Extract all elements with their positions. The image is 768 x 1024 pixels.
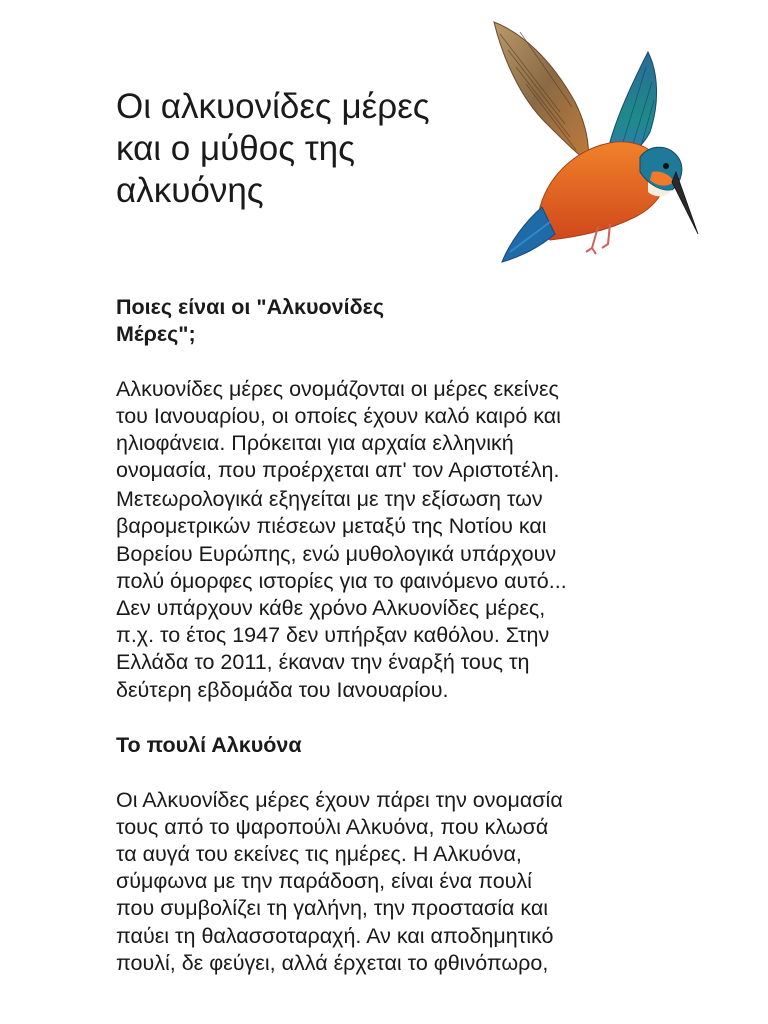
section-meteorology: [116, 459, 676, 704]
section-text: Μετεωρολογικά εξηγείται με την εξίσωση των βαρομετρικών πιέσεων μεταξύ της Νοτίου και Βορείου Ευρώπης, ενώ μυθολογικά υπάρχουν πολύ όμορφες ιστορίες για το φαινόμενο αυτό... Δεν υπάρχουν κάθε χρόνο Αλκυονίδες μέρες, π.χ. το έτος 1947 δεν υπήρξαν καθόλου. Στην Ελλάδα το 2011, έκαναν την έναρξή τους τη δεύτερη εβδομάδα του Ιανουαρίου.: [116, 487, 567, 702]
section-text: Οι Αλκυονίδες μέρες έχουν πάρει την ονομασία τους από το ψαροπούλι Αλκυόνα, που κλωσά τα αυγά του εκείνες τις ημέρες. Η Αλκυόνα, σύμφωνα με την παράδοση, είναι ένα πουλί που συμβολίζει τη γαλήνη, την προστασία και παύει τη θαλασσοταραχή. Αν και αποδημητικό πουλί, δε φεύγει, αλλά έρχεται το φθινόπωρο,: [116, 787, 563, 975]
section-heading: Ποιες είναι οι "Αλκυονίδες Μέρες";: [116, 295, 385, 347]
section-halcyon-bird: [116, 705, 676, 977]
section-heading: Το πουλί Αλκυόνα: [116, 733, 302, 758]
section-text: Αλκυονίδες μέρες ονομάζονται οι μέρες εκείνες του Ιανουαρίου, οι οποίες έχουν καλό καιρό και ηλιοφάνεια. Πρόκειται για αρχαία ελληνική ονομασία, που προέρχεται απ' τον Αριστοτέλη.: [116, 376, 561, 483]
document-title: Οι αλκυονίδες μέρες και ο μύθος της αλκυόνης: [116, 87, 430, 210]
section-what-are-halcyon-days: [116, 267, 676, 485]
kingfisher-illustration: [480, 12, 704, 270]
